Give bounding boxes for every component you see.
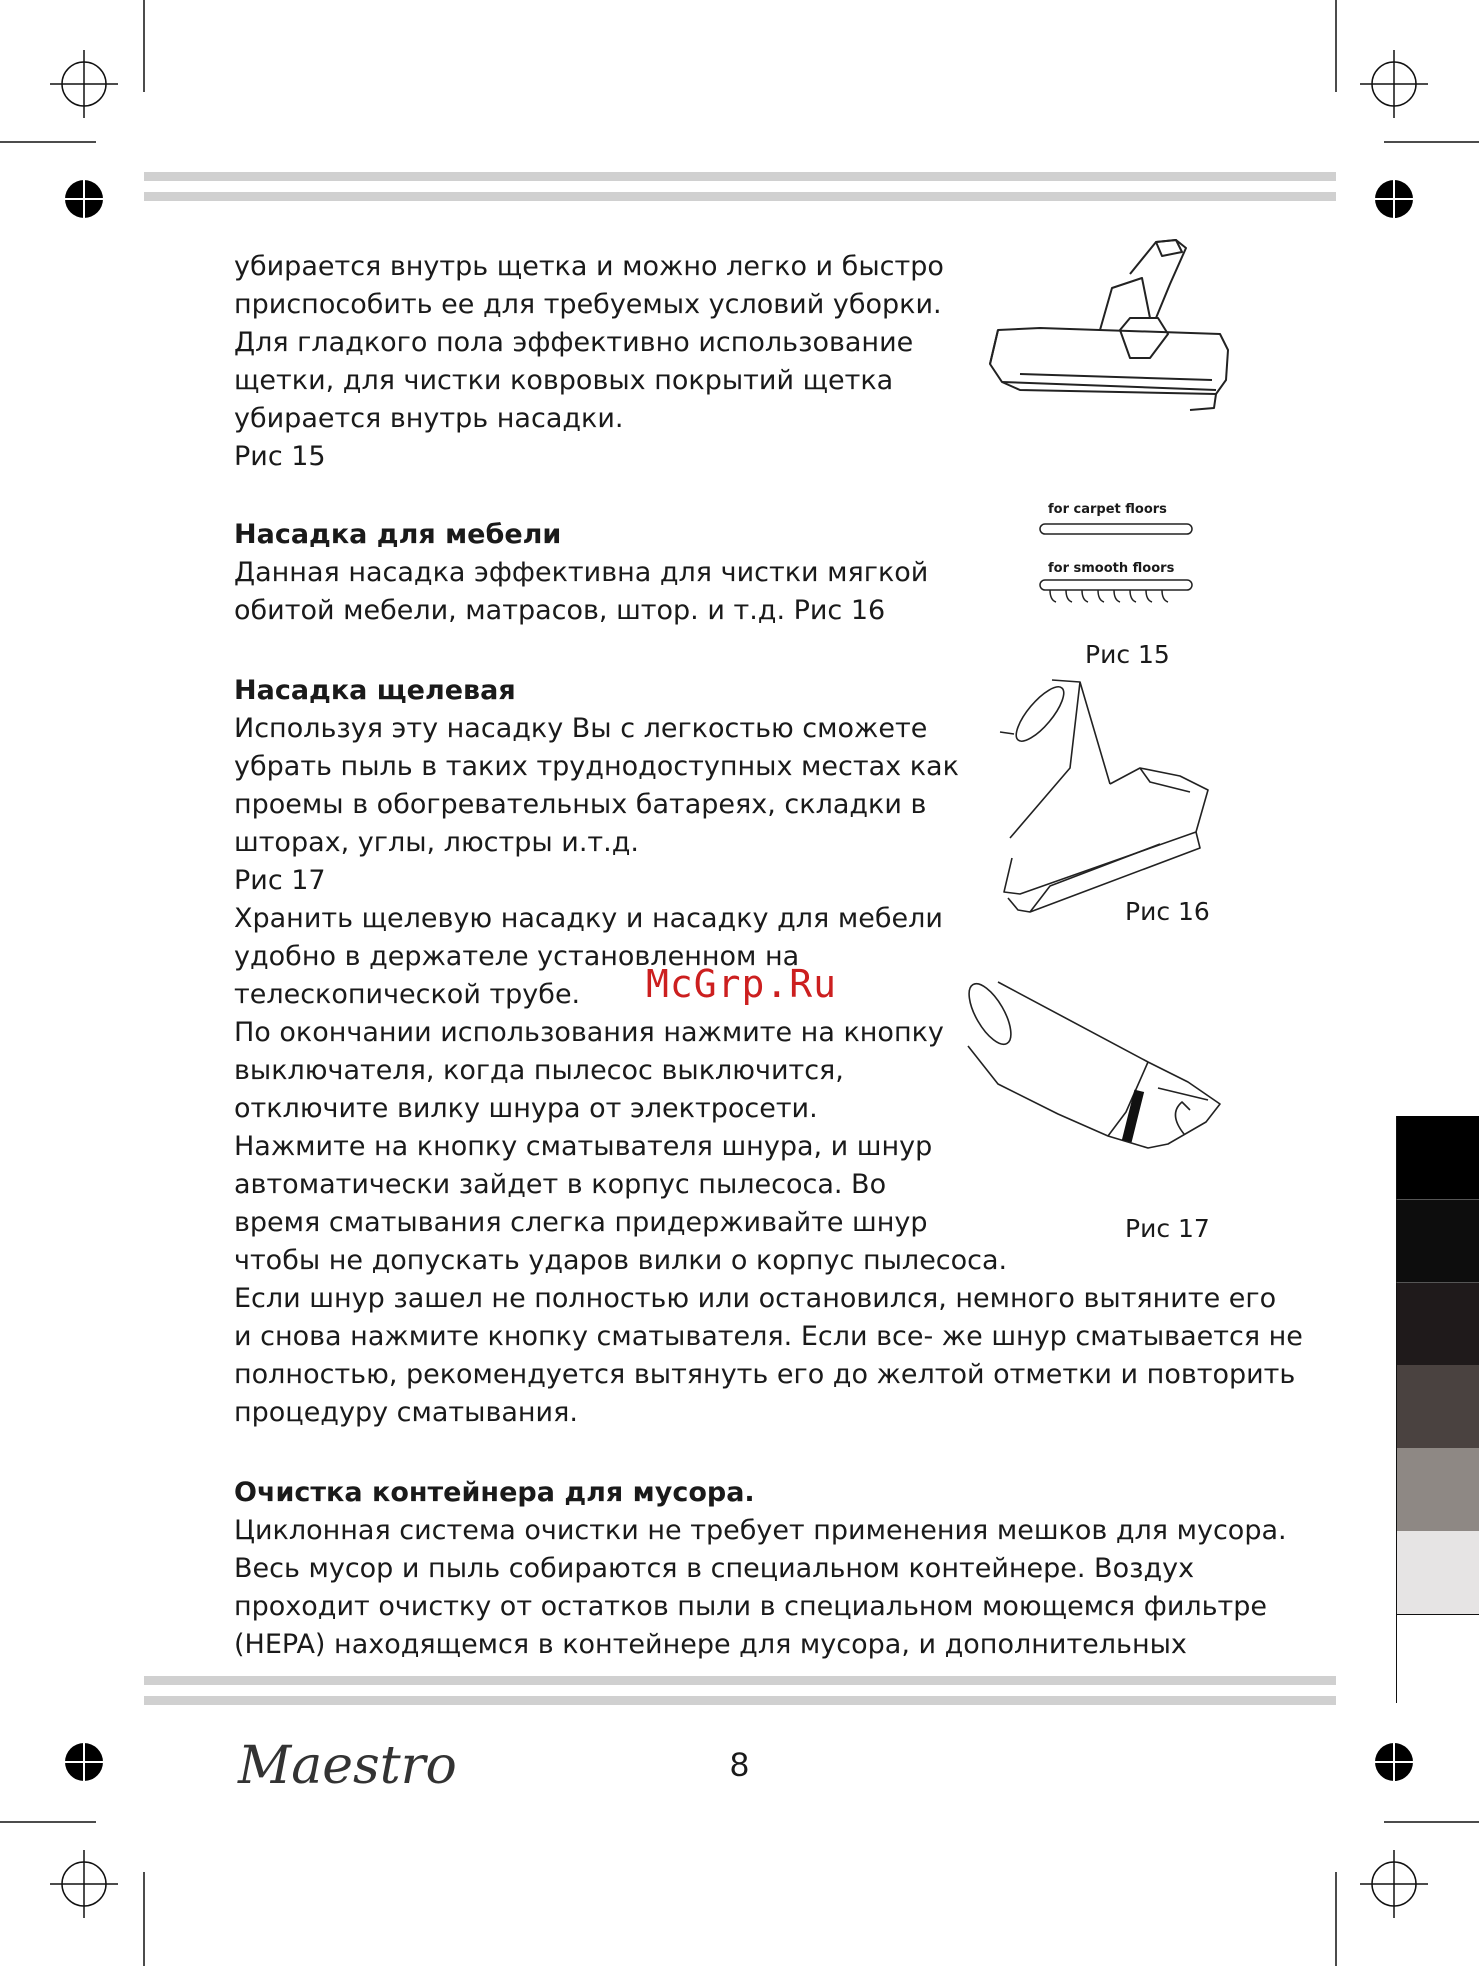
section-heading: Насадка для мебели — [234, 519, 562, 550]
watermark: McGrp.Ru — [646, 962, 838, 1006]
text-line: удобно в держателе установленном на — [234, 941, 800, 972]
text-line: убрать пыль в таких труднодоступных местах как — [234, 751, 959, 782]
text-line: время сматывания слегка придерживайте шнур — [234, 1207, 928, 1238]
fig16-caption: Рис 16 — [1125, 897, 1210, 926]
page-number: 8 — [730, 1746, 749, 1784]
color-swatch — [1396, 1199, 1479, 1283]
color-swatch — [1396, 1614, 1479, 1703]
maestro-logo: Maestro — [238, 1736, 457, 1796]
text-line: автоматически зайдет в корпус пылесоса. Во — [234, 1169, 887, 1200]
furniture-section — [234, 516, 934, 630]
text-line: Для гладкого пола эффективно использование — [234, 327, 914, 358]
text-line: Рис 15 — [234, 441, 326, 472]
text-line: (HEPA) находящемся в контейнере для мусора, и дополнительных — [234, 1629, 1187, 1660]
color-swatch — [1396, 1448, 1479, 1531]
text-line: Данная насадка эффективна для чистки мягкой — [234, 557, 929, 588]
intro-paragraph — [234, 248, 944, 476]
fig15-caption: Рис 15 — [1085, 640, 1170, 669]
crevice-nozzle-illustration — [958, 972, 1258, 1192]
text-line: проемы в обогревательных батареях, складки в — [234, 789, 927, 820]
section-heading: Насадка щелевая — [234, 675, 516, 706]
top-stripe-2 — [144, 192, 1336, 201]
text-line: процедуру сматывания. — [234, 1397, 578, 1428]
text-line: убирается внутрь щетка и можно легко и быстро — [234, 251, 944, 282]
text-line: По окончании использования нажмите на кнопку — [234, 1017, 944, 1048]
color-swatch — [1396, 1365, 1479, 1448]
bottom-stripe-1 — [144, 1676, 1336, 1685]
text-line: Рис 17 — [234, 865, 326, 896]
text-line: обитой мебели, матрасов, штор. и т.д. Рис 16 — [234, 595, 886, 626]
text-line: и снова нажмите кнопку сматывателя. Если все- же шнур сматывается не — [234, 1321, 1303, 1352]
brush-position-diagram — [1036, 518, 1196, 618]
text-line: убирается внутрь насадки. — [234, 403, 624, 434]
smooth-floors-label: for smooth floors — [1048, 561, 1175, 576]
text-line: отключите вилку шнура от электросети. — [234, 1093, 818, 1124]
color-swatch — [1396, 1282, 1479, 1366]
text-line: Используя эту насадку Вы с легкостью сможете — [234, 713, 928, 744]
color-swatch — [1396, 1116, 1479, 1199]
fig17-caption: Рис 17 — [1125, 1214, 1210, 1243]
section-heading: Очистка контейнера для мусора. — [234, 1477, 755, 1508]
carpet-floors-label: for carpet floors — [1048, 502, 1167, 517]
container-section — [234, 1474, 1287, 1664]
floor-brush-illustration — [980, 232, 1240, 482]
text-line: чтобы не допускать ударов вилки о корпус пылесоса. — [234, 1245, 1008, 1276]
text-line: телескопической трубе. — [234, 979, 581, 1010]
text-line: Нажмите на кнопку сматывателя шнура, и шнур — [234, 1131, 933, 1162]
text-line: полностью, рекомендуется вытянуть его до желтой отметки и повторить — [234, 1359, 1296, 1390]
text-line: щетки, для чистки ковровых покрытий щетка — [234, 365, 894, 396]
upholstery-nozzle-illustration — [990, 672, 1260, 932]
text-line: проходит очистку от остатков пыли в специальном моющемся фильтре — [234, 1591, 1268, 1622]
text-line: шторах, углы, люстры и.т.д. — [234, 827, 639, 858]
bottom-stripe-2 — [144, 1696, 1336, 1705]
text-line: Если шнур зашел не полностью или остановился, немного вытяните его — [234, 1283, 1277, 1314]
text-line: приспособить ее для требуемых условий уборки. — [234, 289, 942, 320]
text-line: Циклонная система очистки не требует применения мешков для мусора. — [234, 1515, 1287, 1546]
top-stripe-1 — [144, 172, 1336, 181]
text-line: Весь мусор и пыль собираются в специальном контейнере. Воздух — [234, 1553, 1195, 1584]
text-line: Хранить щелевую насадку и насадку для мебели — [234, 903, 943, 934]
text-line: выключателя, когда пылесос выключится, — [234, 1055, 844, 1086]
color-swatch — [1396, 1531, 1479, 1614]
